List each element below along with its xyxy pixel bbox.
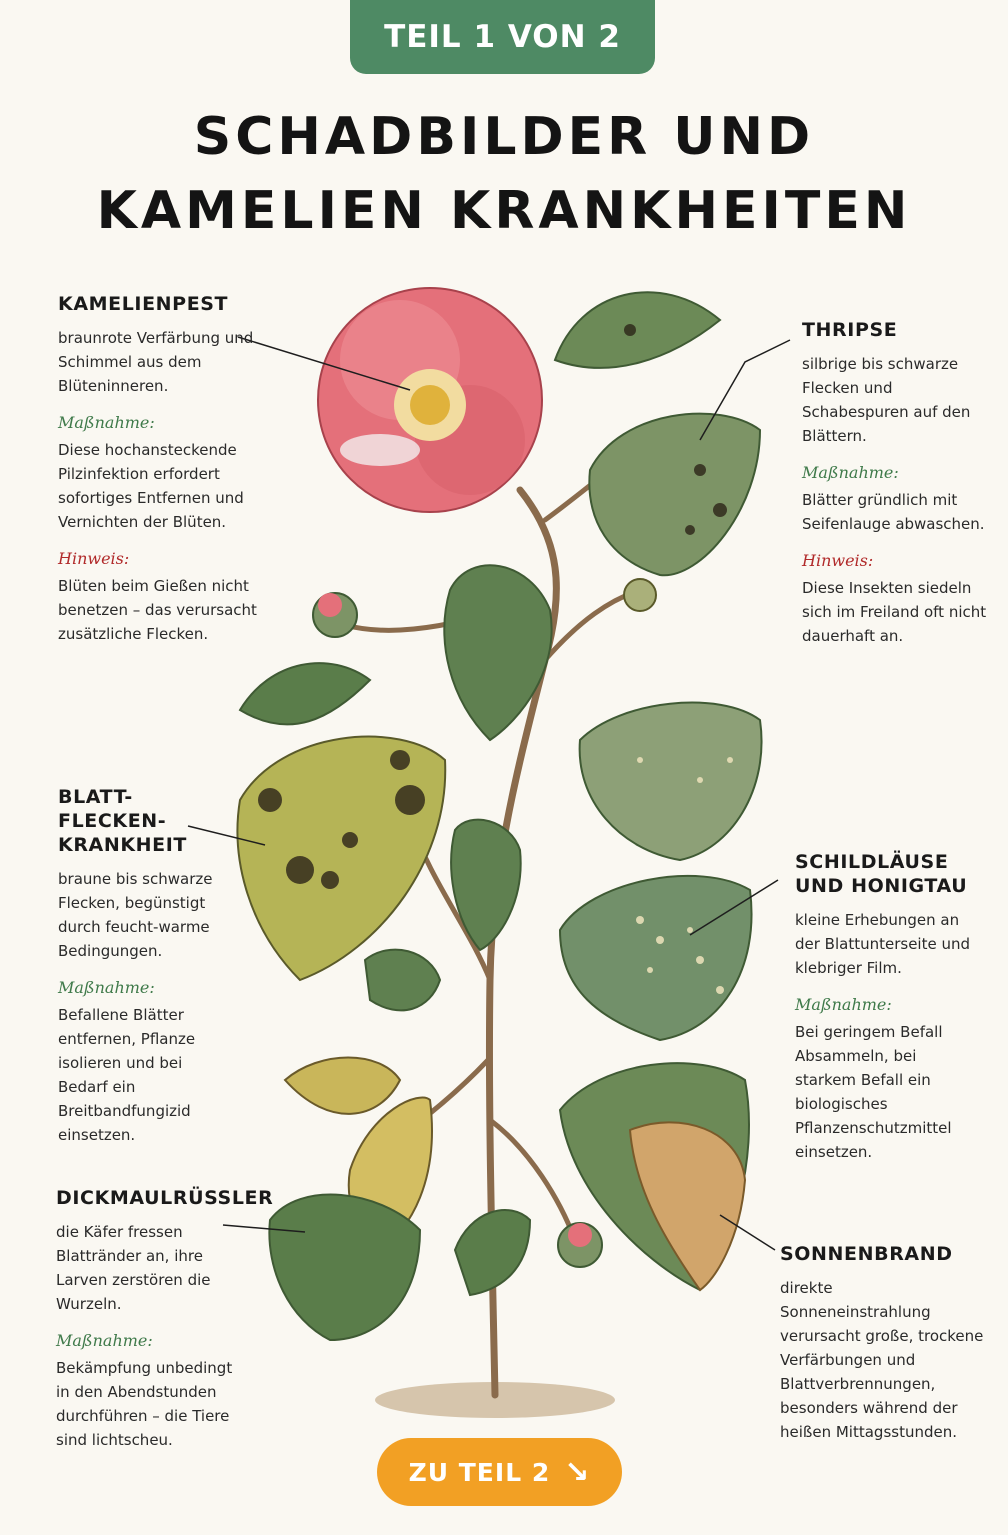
thripse-title: THRIPSE	[802, 319, 898, 341]
thripse-hinweis: Diese Insekten siedeln sich im Freiland oft nicht dauerhaft an.	[802, 579, 987, 645]
section-blattflecken	[58, 785, 218, 1147]
next-part-button[interactable]	[377, 1438, 622, 1506]
thripse-massnahme: Blätter gründlich mit Seifenlauge abwaschen.	[802, 491, 985, 533]
schildlaeuse-massnahme: Bei geringem Befall Absammeln, bei starkem Befall ein biologisches Pflanzenschutzmittel einsetzen.	[795, 1023, 952, 1161]
kamelienpest-massnahme: Diese hochansteckende Pilzinfektion erfordert sofortiges Entfernen und Vernichten der Blüten.	[58, 441, 244, 531]
blattflecken-massnahme-label: Maßnahme:	[58, 978, 155, 997]
section-sonnenbrand	[780, 1242, 985, 1444]
title-line-1: SCHADBILDER UND	[193, 107, 815, 167]
part-badge: TEIL 1 VON 2	[350, 0, 655, 74]
dickmaulruessler-massnahme: Bekämpfung unbedingt in den Abendstunden durchführen – die Tiere sind lichtscheu.	[56, 1359, 233, 1449]
section-kamelienpest	[58, 292, 258, 646]
camellia-flower	[318, 288, 542, 512]
kamelienpest-title: KAMELIENPEST	[58, 293, 229, 315]
section-dickmaulruessler	[56, 1186, 274, 1452]
kamelienpest-description: braunrote Verfärbung und Schimmel aus dem Blüteninneren.	[58, 329, 254, 395]
thripse-description: silbrige bis schwarze Flecken und Schabespuren auf den Blättern.	[802, 355, 971, 445]
blattflecken-title-line-1: BLATT-	[58, 786, 133, 808]
kamelienpest-massnahme-label: Maßnahme:	[58, 413, 155, 432]
arrow-down-right-icon: ↘	[564, 1454, 591, 1490]
blattflecken-title	[58, 785, 218, 857]
blattflecken-title-line-2: FLECKEN-	[58, 810, 167, 832]
dickmaulruessler-title: DICKMAULRÜSSLER	[56, 1187, 274, 1209]
section-thripse	[802, 318, 992, 648]
schildlaeuse-title	[795, 850, 975, 898]
section-schildlaeuse	[795, 850, 975, 1164]
kamelienpest-hinweis-label: Hinweis:	[58, 549, 130, 568]
schildlaeuse-description: kleine Erhebungen an der Blattunterseite und klebriger Film.	[795, 911, 971, 977]
schildlaeuse-massnahme-label: Maßnahme:	[795, 995, 892, 1014]
sonnenbrand-description: direkte Sonneneinstrahlung verursacht große, trockene Verfärbungen und Blattverbrennungen, besonders während der heißen Mittagsstunden.	[780, 1279, 984, 1441]
blattflecken-massnahme: Befallene Blätter entfernen, Pflanze isolieren und bei Bedarf ein Breitbandfungizid einsetzen.	[58, 1006, 196, 1144]
schildlaeuse-title-line-1: SCHILDLÄUSE	[795, 851, 949, 873]
blattflecken-description: braune bis schwarze Flecken, begünstigt durch feucht-warme Bedingungen.	[58, 870, 213, 960]
dickmaulruessler-massnahme-label: Maßnahme:	[56, 1331, 153, 1350]
sonnenbrand-title: SONNENBRAND	[780, 1243, 953, 1265]
thripse-massnahme-label: Maßnahme:	[802, 463, 899, 482]
dickmaulruessler-description: die Käfer fressen Blattränder an, ihre Larven zerstören die Wurzeln.	[56, 1223, 211, 1313]
next-part-label: ZU TEIL 2	[408, 1457, 551, 1487]
schildlaeuse-title-line-2: UND HONIGTAU	[795, 875, 968, 897]
title-line-2: KAMELIEN KRANKHEITEN	[96, 181, 912, 241]
blattflecken-title-line-3: KRANKHEIT	[58, 834, 187, 856]
thripse-hinweis-label: Hinweis:	[802, 551, 874, 570]
kamelienpest-hinweis: Blüten beim Gießen nicht benetzen – das verursacht zusätzliche Flecken.	[58, 577, 257, 643]
